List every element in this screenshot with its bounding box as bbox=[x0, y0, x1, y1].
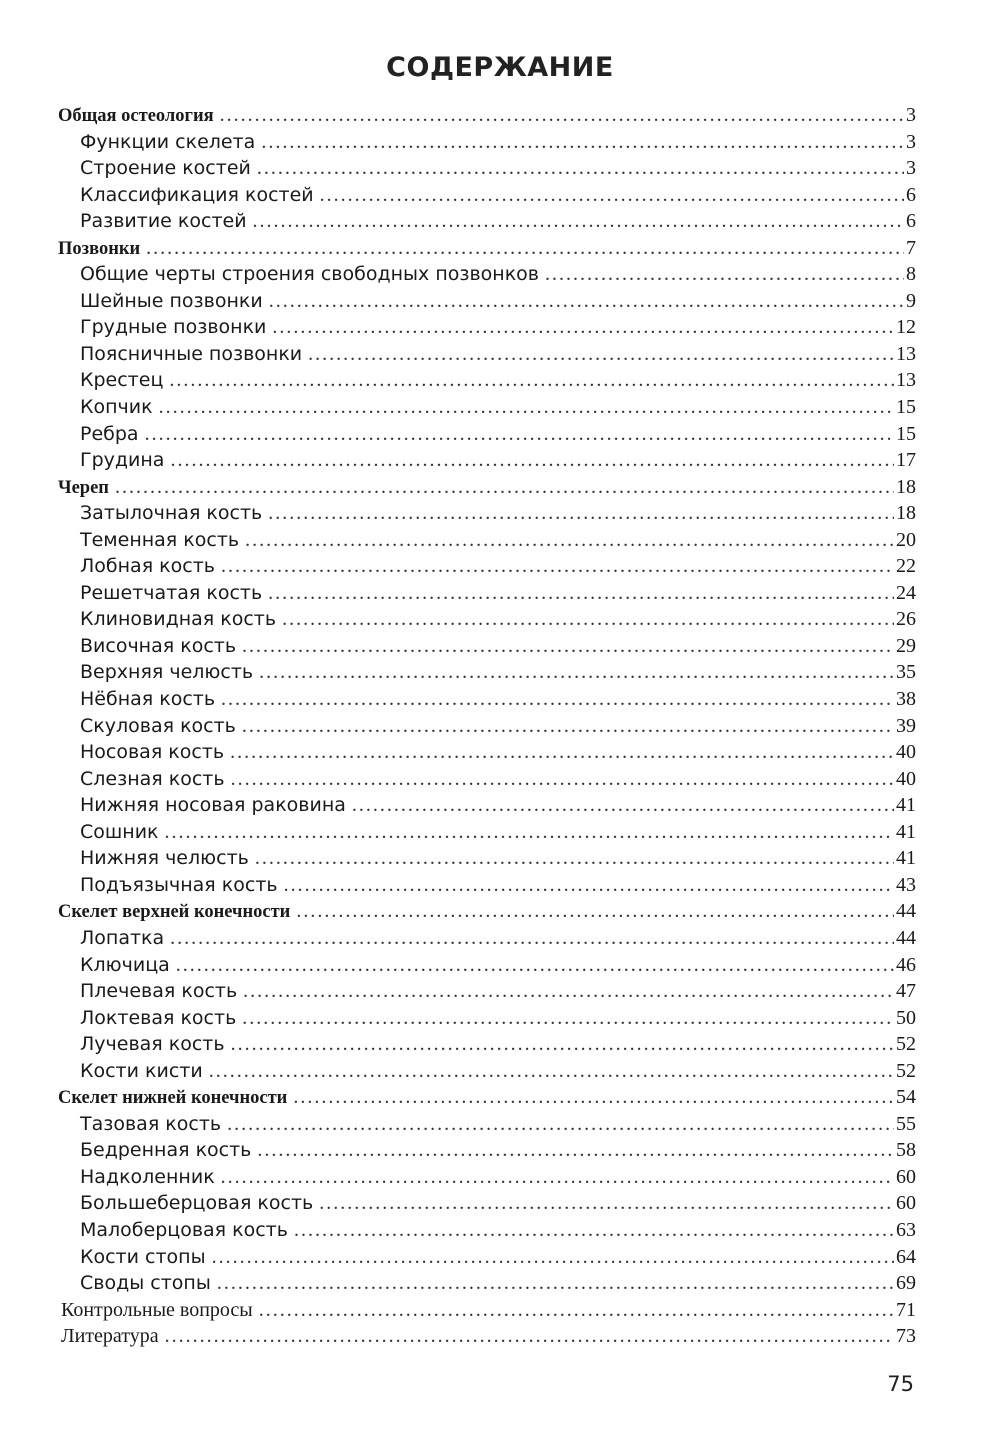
dot-leader bbox=[145, 421, 894, 448]
dot-leader bbox=[320, 182, 904, 209]
toc-entry[interactable] bbox=[58, 766, 916, 793]
toc-entry[interactable] bbox=[58, 1190, 916, 1217]
toc-entry[interactable] bbox=[58, 845, 916, 872]
toc-entry-page: 35 bbox=[896, 661, 916, 684]
toc-entry-label: Плечевая кость bbox=[80, 980, 238, 1003]
toc-entry-page: 8 bbox=[906, 263, 916, 286]
dot-leader bbox=[242, 633, 894, 660]
toc-entry-page: 73 bbox=[896, 1325, 916, 1348]
toc-entry[interactable] bbox=[58, 394, 916, 421]
toc-entry-label: Общая остеология bbox=[58, 106, 214, 126]
dot-leader bbox=[231, 1031, 894, 1058]
dot-leader bbox=[221, 553, 894, 580]
dot-leader bbox=[545, 261, 904, 288]
toc-entry-page: 13 bbox=[896, 342, 916, 365]
toc-entry-page: 69 bbox=[896, 1272, 916, 1295]
toc-entry[interactable] bbox=[58, 235, 916, 262]
dot-leader bbox=[352, 792, 894, 819]
toc-entry-label: Нижняя носовая раковина bbox=[80, 794, 346, 817]
toc-entry-label: Верхняя челюсть bbox=[80, 661, 254, 684]
toc-entry[interactable] bbox=[58, 606, 916, 633]
toc-entry[interactable] bbox=[58, 872, 916, 899]
dot-leader bbox=[293, 1084, 894, 1111]
toc-entry[interactable] bbox=[58, 1058, 916, 1085]
dot-leader bbox=[284, 872, 894, 899]
toc-entry-page: 60 bbox=[896, 1165, 916, 1188]
toc-entry-page: 15 bbox=[896, 396, 916, 419]
toc-entry-label: Литература bbox=[61, 1325, 159, 1348]
toc-entry-page: 44 bbox=[896, 900, 916, 923]
dot-leader bbox=[221, 686, 894, 713]
toc-entry-page: 71 bbox=[896, 1298, 916, 1321]
toc-entry-page: 3 bbox=[906, 157, 916, 180]
toc-entry[interactable] bbox=[58, 447, 916, 474]
toc-entry-label: Общие черты строения свободных позвонков bbox=[80, 263, 540, 286]
toc-entry-label: Ребра bbox=[80, 422, 139, 445]
dot-leader bbox=[176, 952, 894, 979]
toc-entry-label: Затылочная кость bbox=[80, 502, 263, 525]
dot-leader bbox=[146, 235, 904, 262]
toc-entry-label: Своды стопы bbox=[80, 1272, 211, 1295]
dot-leader bbox=[227, 1111, 894, 1138]
dot-leader bbox=[272, 314, 894, 341]
toc-entry-page: 52 bbox=[896, 1033, 916, 1056]
toc-entry[interactable] bbox=[58, 129, 916, 156]
toc-entry-page: 41 bbox=[896, 794, 916, 817]
toc-entry[interactable] bbox=[58, 1297, 916, 1324]
toc-entry[interactable] bbox=[58, 261, 916, 288]
dot-leader bbox=[268, 500, 894, 527]
toc-entry[interactable] bbox=[58, 925, 916, 952]
dot-leader bbox=[230, 739, 894, 766]
toc-entry-label: Надколенник bbox=[80, 1165, 215, 1188]
toc-entry-page: 22 bbox=[896, 555, 916, 578]
toc-entry-label: Контрольные вопросы bbox=[61, 1298, 253, 1321]
toc-entry[interactable] bbox=[58, 1137, 916, 1164]
dot-leader bbox=[259, 659, 894, 686]
toc-entry-label: Малоберцовая кость bbox=[80, 1218, 288, 1241]
toc-entry-label: Крестец bbox=[80, 369, 164, 392]
dot-leader bbox=[243, 978, 894, 1005]
toc-entry[interactable] bbox=[58, 1031, 916, 1058]
toc-entry-label: Скуловая кость bbox=[80, 714, 236, 737]
toc-entry-label: Скелет верхней конечности bbox=[58, 902, 291, 923]
toc-entry[interactable] bbox=[58, 341, 916, 368]
toc-entry[interactable] bbox=[58, 1084, 916, 1111]
toc-entry-page: 13 bbox=[896, 369, 916, 392]
toc-entry-page: 55 bbox=[896, 1112, 916, 1135]
toc-entry-page: 9 bbox=[906, 289, 916, 312]
toc-entry-page: 64 bbox=[896, 1245, 916, 1268]
toc-entry-label: Череп bbox=[58, 477, 109, 498]
toc-entry[interactable] bbox=[58, 739, 916, 766]
toc-entry-label: Грудина bbox=[80, 449, 165, 472]
dot-leader bbox=[220, 102, 904, 129]
toc-entry-label: Слезная кость bbox=[80, 767, 225, 790]
toc-entry[interactable] bbox=[58, 1111, 916, 1138]
toc-entry-page: 18 bbox=[896, 475, 916, 498]
page-number: 75 bbox=[887, 1372, 914, 1396]
toc-entry[interactable] bbox=[58, 1323, 916, 1350]
toc-entry-label: Строение костей bbox=[80, 157, 251, 180]
toc-entry[interactable] bbox=[58, 208, 916, 235]
dot-leader bbox=[217, 1270, 894, 1297]
toc-entry-page: 38 bbox=[896, 688, 916, 711]
toc-entry[interactable] bbox=[58, 633, 916, 660]
toc-entry-page: 18 bbox=[896, 502, 916, 525]
toc-entry-page: 47 bbox=[896, 980, 916, 1003]
toc-entry-label: Сошник bbox=[80, 820, 159, 843]
dot-leader bbox=[170, 925, 894, 952]
dot-leader bbox=[296, 898, 894, 925]
toc-entry[interactable] bbox=[58, 155, 916, 182]
dot-leader bbox=[268, 580, 894, 607]
toc-entry-page: 6 bbox=[906, 210, 916, 233]
toc-entry-label: Нёбная кость bbox=[80, 688, 216, 711]
toc-entry-label: Лопатка bbox=[80, 926, 165, 949]
toc-entry-label: Ключица bbox=[80, 953, 170, 976]
dot-leader bbox=[308, 341, 894, 368]
toc-entry-label: Поясничные позвонки bbox=[80, 342, 303, 365]
dot-leader bbox=[294, 1217, 894, 1244]
toc-entry-label: Теменная кость bbox=[80, 528, 240, 551]
dot-leader bbox=[319, 1190, 894, 1217]
toc-entry[interactable] bbox=[58, 1270, 916, 1297]
dot-leader bbox=[242, 1005, 894, 1032]
toc-entry-page: 12 bbox=[896, 316, 916, 339]
toc-entry[interactable] bbox=[58, 1005, 916, 1032]
toc-entry-page: 40 bbox=[896, 767, 916, 790]
dot-leader bbox=[212, 1244, 894, 1271]
toc-entry[interactable] bbox=[58, 713, 916, 740]
toc-entry-page: 3 bbox=[906, 104, 916, 126]
toc-entry[interactable] bbox=[58, 182, 916, 209]
dot-leader bbox=[165, 1323, 894, 1350]
dot-leader bbox=[259, 1297, 894, 1324]
dot-leader bbox=[209, 1058, 894, 1085]
dot-leader bbox=[245, 527, 894, 554]
toc-entry[interactable] bbox=[58, 1244, 916, 1271]
page-title: СОДЕРЖАНИЕ bbox=[386, 52, 614, 83]
dot-leader bbox=[115, 474, 894, 501]
toc-entry-page: 24 bbox=[896, 581, 916, 604]
table-of-contents bbox=[58, 102, 916, 1350]
toc-entry[interactable] bbox=[58, 659, 916, 686]
toc-entry[interactable] bbox=[58, 367, 916, 394]
toc-entry-page: 41 bbox=[896, 847, 916, 870]
toc-entry[interactable] bbox=[58, 819, 916, 846]
toc-entry-page: 3 bbox=[906, 130, 916, 153]
toc-entry-label: Классификация костей bbox=[80, 183, 314, 206]
dot-leader bbox=[231, 766, 894, 793]
toc-entry-label: Локтевая кость bbox=[80, 1006, 237, 1029]
toc-entry-label: Позвонки bbox=[58, 238, 141, 259]
toc-entry-page: 50 bbox=[896, 1006, 916, 1029]
toc-entry-page: 39 bbox=[896, 714, 916, 737]
dot-leader bbox=[170, 447, 894, 474]
dot-leader bbox=[242, 713, 894, 740]
dot-leader bbox=[257, 1137, 894, 1164]
dot-leader bbox=[257, 155, 904, 182]
toc-entry[interactable] bbox=[58, 288, 916, 315]
toc-entry-page: 41 bbox=[896, 820, 916, 843]
toc-entry[interactable] bbox=[58, 474, 916, 501]
toc-entry-page: 43 bbox=[896, 873, 916, 896]
dot-leader bbox=[269, 288, 904, 315]
toc-entry-label: Решетчатая кость bbox=[80, 581, 263, 604]
toc-entry-page: 6 bbox=[906, 183, 916, 206]
toc-entry[interactable] bbox=[58, 500, 916, 527]
toc-entry[interactable] bbox=[58, 898, 916, 925]
toc-entry-label: Нижняя челюсть bbox=[80, 847, 249, 870]
toc-entry-page: 15 bbox=[896, 422, 916, 445]
dot-leader bbox=[169, 367, 894, 394]
toc-entry-page: 60 bbox=[896, 1192, 916, 1215]
dot-leader bbox=[159, 394, 894, 421]
toc-entry[interactable] bbox=[58, 580, 916, 607]
toc-entry-label: Копчик bbox=[80, 396, 153, 419]
toc-entry-page: 7 bbox=[906, 236, 916, 259]
toc-entry-label: Шейные позвонки bbox=[80, 289, 263, 312]
toc-entry[interactable] bbox=[58, 553, 916, 580]
toc-entry-page: 20 bbox=[896, 528, 916, 551]
toc-entry-label: Кости кисти bbox=[80, 1059, 203, 1082]
toc-entry-page: 58 bbox=[896, 1139, 916, 1162]
toc-entry-page: 26 bbox=[896, 608, 916, 631]
toc-entry[interactable] bbox=[58, 1164, 916, 1191]
toc-entry-label: Подъязычная кость bbox=[80, 873, 278, 896]
toc-entry-label: Кости стопы bbox=[80, 1245, 206, 1268]
toc-entry-page: 29 bbox=[896, 634, 916, 657]
toc-entry-label: Функции скелета bbox=[80, 130, 256, 153]
toc-entry-page: 40 bbox=[896, 741, 916, 764]
toc-entry-label: Скелет нижней конечности bbox=[58, 1088, 288, 1109]
toc-entry-label: Грудные позвонки bbox=[80, 316, 267, 339]
dot-leader bbox=[261, 129, 904, 156]
toc-entry-label: Бедренная кость bbox=[80, 1139, 252, 1162]
toc-entry-page: 63 bbox=[896, 1218, 916, 1241]
toc-entry-label: Большеберцовая кость bbox=[80, 1192, 314, 1215]
toc-entry[interactable] bbox=[58, 792, 916, 819]
dot-leader bbox=[221, 1164, 894, 1191]
toc-entry-label: Тазовая кость bbox=[80, 1112, 222, 1135]
toc-entry-label: Клиновидная кость bbox=[80, 608, 277, 631]
toc-entry-label: Лучевая кость bbox=[80, 1033, 225, 1056]
toc-entry[interactable] bbox=[58, 102, 916, 129]
toc-entry[interactable] bbox=[58, 314, 916, 341]
toc-entry-label: Носовая кость bbox=[80, 741, 225, 764]
toc-entry[interactable] bbox=[58, 686, 916, 713]
dot-leader bbox=[165, 819, 894, 846]
toc-entry-label: Развитие костей bbox=[80, 210, 247, 233]
toc-entry-page: 52 bbox=[896, 1059, 916, 1082]
toc-entry-page: 17 bbox=[896, 449, 916, 472]
toc-entry[interactable] bbox=[58, 421, 916, 448]
dot-leader bbox=[253, 208, 904, 235]
dot-leader bbox=[255, 845, 894, 872]
toc-entry[interactable] bbox=[58, 952, 916, 979]
toc-entry-label: Височная кость bbox=[80, 634, 237, 657]
toc-entry[interactable] bbox=[58, 527, 916, 554]
toc-entry-label: Лобная кость bbox=[80, 555, 215, 578]
toc-entry[interactable] bbox=[58, 1217, 916, 1244]
toc-entry-page: 44 bbox=[896, 926, 916, 949]
toc-entry-page: 54 bbox=[896, 1086, 916, 1109]
dot-leader bbox=[282, 606, 894, 633]
toc-entry-page: 46 bbox=[896, 953, 916, 976]
toc-entry[interactable] bbox=[58, 978, 916, 1005]
